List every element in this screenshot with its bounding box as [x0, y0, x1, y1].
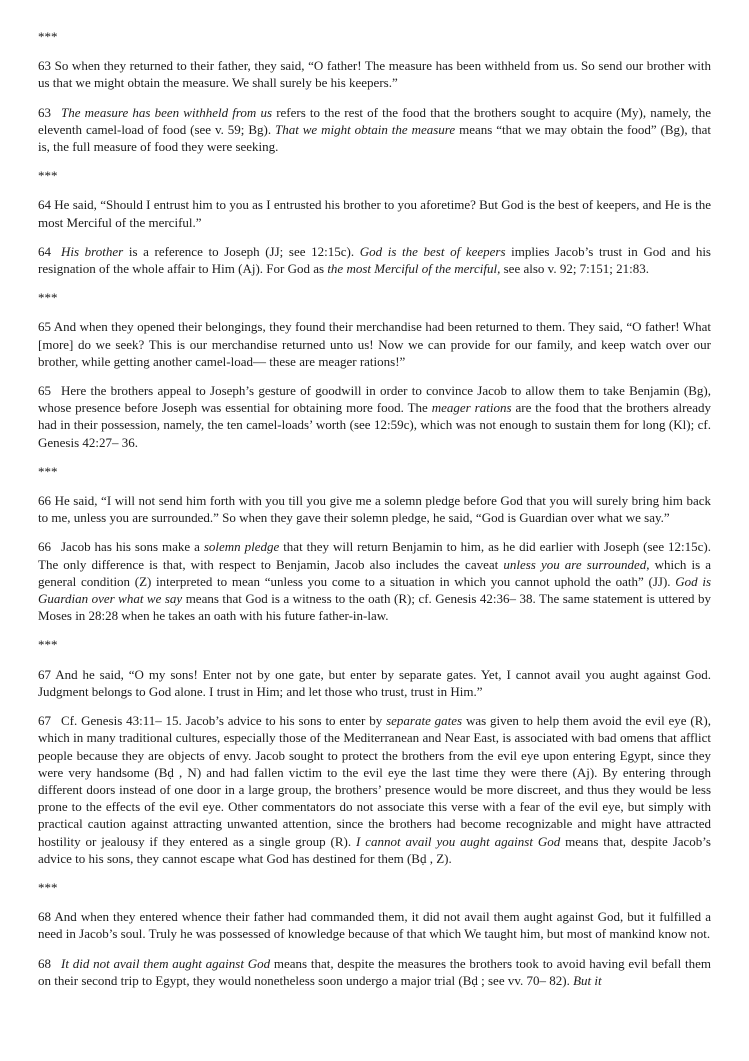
emphasis-phrase: That we might obtain the measure: [275, 121, 456, 137]
verse-paragraph: 67 And he said, “O my sons! Enter not by one gate, but enter by separate gates. Yet, I cannot avail you aught against God. Judgment belongs to God alone. I trust in Him; and let those who trust, trust in Him.”: [38, 666, 711, 699]
commentary-number: 65: [38, 383, 51, 399]
emphasis-phrase: the most Merciful of the merciful,: [327, 261, 501, 277]
commentary-number: 66: [38, 539, 51, 555]
commentary-number: 68: [38, 955, 51, 971]
section-separator: ***: [38, 637, 58, 653]
emphasis-phrase: God is the best of keepers: [359, 243, 506, 259]
section-separator: ***: [38, 168, 58, 184]
commentary-paragraph: 65 Here the brothers appeal to Joseph’s gesture of goodwill in order to convince Jacob to allow them to take Benjamin (Bg), whose presence before Joseph was essential for obtaining more food. The meager rations are the food that the brothers already had in their possession, namely, the ten camel-loads’ worth (see 12:59c), which was not enough to sustain them for long (Kl); cf. Genesis 42:27– 36.: [38, 383, 711, 450]
section-separator: ***: [38, 290, 58, 306]
verse-paragraph: 65 And when they opened their belongings, they found their merchandise had been returned to them. They said, “O father! What [more] do we seek? This is our merchandise returned unto us! Now we can provide for our family, and keep watch over our brother, while getting another camel-load— these are meager rations!”: [38, 319, 711, 369]
commentary-paragraph: 66 Jacob has his sons make a solemn pledge that they will return Benjamin to him, as he did earlier with Joseph (see 12:15c). The only difference is that, with respect to Benjamin, Jacob also includes the caveat unless you are surrounded, which is a general condition (Z) interpreted to mean “unless you come to a situation in which you cannot uphold the oath” (JJ). God is Guardian over what we say means that God is a witness to the oath (R); cf. Genesis 42:36– 38. The same statement is uttered by Moses in 28:28 when he takes an oath with his future father-in-law.: [38, 539, 712, 624]
verse-paragraph: 63 So when they returned to their father, they said, “O father! The measure has been withheld from us. So send our brother with us that we might obtain the measure. We shall surely be his keepers.”: [38, 58, 711, 91]
emphasis-phrase: I cannot avail you aught against God: [356, 833, 561, 849]
emphasis-phrase: But it: [573, 972, 602, 988]
emphasis-phrase: The measure has been withheld from us: [61, 104, 273, 120]
verse-paragraph: 64 He said, “Should I entrust him to you as I entrusted his brother to you aforetime? But God is the best of keepers, and He is the most Merciful of the merciful.”: [38, 197, 711, 230]
commentary-paragraph: 68 It did not avail them aught against God means that, despite the measures the brothers took to avoid having evil befall them on their second trip to Egypt, they would nonetheless soon undergo a major trial (Bḍ ; see vv. 70– 82). But it: [38, 955, 712, 988]
emphasis-phrase: It did not avail them aught against God: [61, 955, 271, 971]
section-separator: ***: [38, 463, 58, 479]
commentary-paragraph: 64 His brother is a reference to Joseph (JJ; see 12:15c). God is the best of keepers implies Jacob’s trust in God and his resignation of the whole affair to Him (Aj). For God as the most Merciful of the merciful, see also v. 92; 7:151; 21:83.: [38, 243, 711, 277]
verse-paragraph: 66 He said, “I will not send him forth with you till you give me a solemn pledge before God that you will surely bring him back to me, unless you are surrounded.” So when they gave their solemn pledge, he said, “God is Guardian over what we say.”: [38, 493, 711, 526]
commentary-number: 63: [38, 104, 51, 120]
emphasis-phrase: separate gates: [386, 713, 463, 729]
verse-paragraph: 68 And when they entered whence their father had commanded them, it did not avail them aught against God, but it fulfilled a need in Jacob’s soul. Truly he was possessed of knowledge because of that which We taught him, but most of mankind know not.: [38, 909, 711, 942]
section-separator: ***: [38, 879, 58, 895]
emphasis-phrase: God is Guardian over what we say: [38, 573, 712, 607]
emphasis-phrase: solemn pledge: [203, 539, 280, 555]
commentary-number: 67: [38, 713, 51, 729]
emphasis-phrase: meager rations: [431, 400, 512, 416]
emphasis-phrase: unless you are surrounded,: [503, 556, 650, 572]
emphasis-phrase: His brother: [61, 243, 124, 259]
commentary-number: 64: [38, 243, 51, 259]
section-separator: ***: [38, 29, 58, 44]
commentary-paragraph: 63 The measure has been withheld from us refers to the rest of the food that the brothers sought to acquire (My), namely, the eleventh camel-load of food (see v. 59; Bg). That we might obtain the measure means “that we may obtain the food” (Bg), that is, the full measure of food they were seeking.: [38, 104, 712, 155]
commentary-paragraph: 67 Cf. Genesis 43:11– 15. Jacob’s advice to his sons to enter by separate gates was given to help them avoid the evil eye (R), which in many traditional cultures, especially those of the Mediterranean and Near East, is associated with bad omens that afflict people because they are objects of envy. Jacob sought to protect the brothers from the evil eye upon entering Egypt, since they were very handsome (Bḍ , N) and had fallen victim to the evil eye the last time they were there (Aj). By entering through different doors instead of one door in a large group, the brothers’ presence would be more discreet, and thus they would be less prone to the effects of the evil eye. Other commentators do not associate this verse with a fear of the evil eye, but simply with practical caution against attracting unwanted attention, since the brothers had become recognizable and might have attracted hostility or jealousy if they entered as a single group (R). I cannot avail you aught against God means that, despite Jacob’s advice to his sons, they cannot escape what God has destined for them (Bḍ , Z).: [38, 713, 711, 866]
